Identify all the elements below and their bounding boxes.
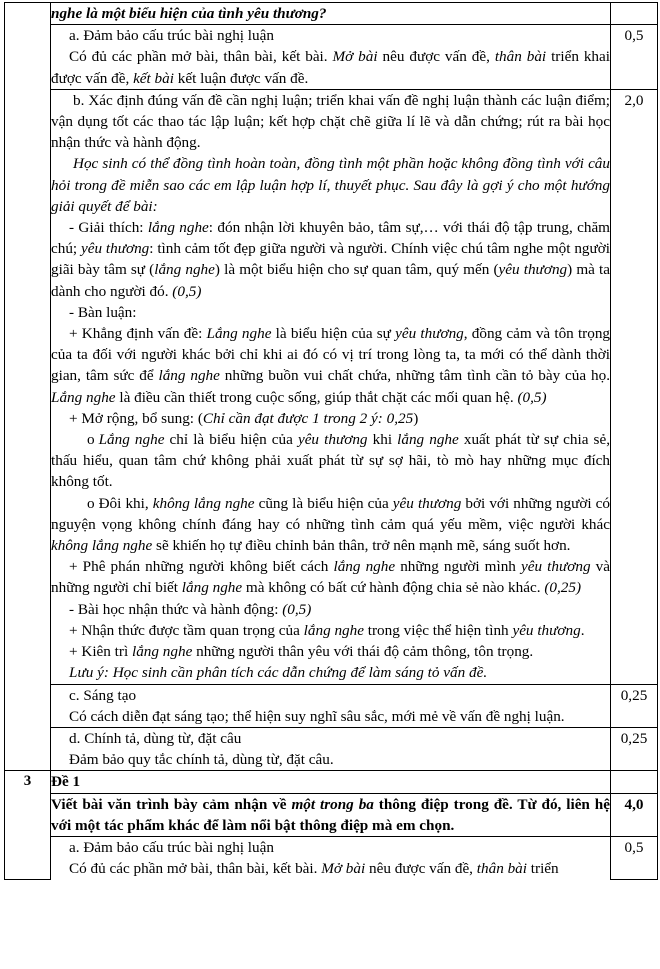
criterion-d-text: Đảm bảo quy tắc chính tả, dùng từ, đặt câu. <box>69 751 334 769</box>
criterion-d-score: 0,25 <box>611 727 658 770</box>
criterion-c-cell <box>51 684 611 727</box>
aware-paragraph: + Nhận thức được tầm quan trọng của lắng nghe trong việc thể hiện tình yêu thương. <box>69 621 585 639</box>
question-3-prompt-cell <box>51 793 611 836</box>
criterion-b-guide: Học sinh có thể đồng tình hoàn toàn, đồng tình một phần hoặc không đồng tình với câu hỏi trong đề miễn sao các em lập luận hợp lí, thuyết phục. Sau đây là gợi ý cho một hướng giải quyết để bài: <box>51 155 610 215</box>
bullet-circle-icon: o <box>87 431 95 449</box>
criterion-a-score: 0,5 <box>611 25 658 90</box>
criterion-b-cell <box>51 89 611 684</box>
critic-paragraph: + Phê phán những người không biết cách lắng nghe những người mình yêu thương và những người chỉ biết lắng nghe mà không có bất cứ hành động chia sẻ nào khác. (0,25) <box>51 558 610 597</box>
question-3-number: 3 <box>5 771 51 880</box>
criterion-c-score: 0,25 <box>611 684 658 727</box>
question-number-cell <box>5 3 51 771</box>
criterion-a2-text: Có đủ các phần mở bài, thân bài, kết bài. Mở bài nêu được vấn đề, thân bài triển <box>69 860 559 878</box>
question-3-prompt: Viết bài văn trình bày cảm nhận về một trong ba thông điệp trong đề. Từ đó, liên hệ với một tác phẩm khác để làm nổi bật thông điệp mà em chọn. <box>51 795 610 834</box>
criterion-a2-heading: a. Đảm bảo cấu trúc bài nghị luận <box>69 838 274 856</box>
extend-point-1: o Lắng nghe chỉ là biểu hiện của yêu thương khi lắng nghe xuất phát từ sự chia sẻ, thấu hiểu, quan tâm chứ không phải xuất phát từ sự sợ hãi, tò mò hay những mục đích không tốt. <box>51 431 610 491</box>
bullet-circle-icon: o <box>87 494 95 512</box>
extend-heading: + Mở rộng, bổ sung: (Chỉ cần đạt được 1 trong 2 ý: 0,25) <box>69 409 419 427</box>
criterion-d-heading: d. Chính tả, dùng từ, đặt câu <box>69 729 242 747</box>
criterion-a-cell <box>51 25 611 90</box>
table-row <box>5 727 658 770</box>
de-1-label: Đề 1 <box>51 773 81 791</box>
table-row <box>5 3 658 25</box>
criterion-a2-score: 0,5 <box>611 836 658 879</box>
table-row <box>5 25 658 90</box>
criterion-d-cell <box>51 727 611 770</box>
criterion-a-heading: a. Đảm bảo cấu trúc bài nghị luận <box>69 27 274 45</box>
scoring-table <box>4 2 658 880</box>
explain-paragraph: - Giải thích: lắng nghe: đón nhận lời khuyên bảo, tâm sự,… với thái độ tập trung, chăm chú; yêu thương: tình cảm tốt đẹp giữa người và người. Chính việc chú tâm nghe một người giãi bày tâm sự (lắng nghe) là một biểu hiện cho sự quan tâm, quý mến (yêu thương) mà ta dành cho người đó. (0,5) <box>51 219 610 300</box>
table-row <box>5 771 658 793</box>
discuss-heading: - Bàn luận: <box>69 303 137 321</box>
score-cell <box>611 3 658 25</box>
table-row <box>5 836 658 879</box>
lesson-heading: - Bài học nhận thức và hành động: (0,5) <box>69 600 312 618</box>
criterion-c-text: Có cách diễn đạt sáng tạo; thể hiện suy nghĩ sâu sắc, mới mẻ về vấn đề nghị luận. <box>69 707 565 725</box>
criterion-a2-cell <box>51 836 611 879</box>
table-row <box>5 89 658 684</box>
criterion-b-score: 2,0 <box>611 89 658 684</box>
note-paragraph: Lưu ý: Học sinh cần phân tích các dẫn chứng để làm sáng tỏ vấn đề. <box>69 664 488 682</box>
question-3-score: 4,0 <box>611 793 658 836</box>
criterion-b-intro: b. Xác định đúng vấn đề cần nghị luận; triển khai vấn đề nghị luận thành các luận điểm; vận dụng tốt các thao tác lập luận; kết hợp chặt chẽ giữa lí lẽ và dẫn chứng; rút ra bài học nhận thức và hành động. <box>51 91 610 152</box>
extend-point-2: o Đôi khi, không lắng nghe cũng là biểu hiện của yêu thương bởi với những người có nguyện vọng không chính đáng hay có những tình cảm quá yếu mềm, việc người khác không lắng nghe sẽ khiến họ tự điều chỉnh bản thân, trở nên mạnh mẽ, sáng suốt hơn. <box>51 494 610 555</box>
criterion-a-text: Có đủ các phần mở bài, thân bài, kết bài. Mở bài nêu được vấn đề, thân bài triển khai được vấn đề, kết bài kết luận được vấn đề. <box>51 48 610 87</box>
answer-key-sheet <box>4 2 657 880</box>
table-row <box>5 793 658 836</box>
score-cell <box>611 771 658 793</box>
table-row <box>5 684 658 727</box>
question-tail-cell <box>51 3 611 25</box>
de-1-cell <box>51 771 611 793</box>
patient-paragraph: + Kiên trì lắng nghe những người thân yêu với thái độ cảm thông, tôn trọng. <box>69 643 534 661</box>
question-tail: nghe là một biểu hiện của tình yêu thương? <box>51 5 327 22</box>
criterion-c-heading: c. Sáng tạo <box>69 686 137 704</box>
affirm-paragraph: + Khẳng định vấn đề: Lắng nghe là biểu hiện của sự yêu thương, đồng cảm và tôn trọng của ta đối với người khác bởi chỉ khi ai đó có vị trí trong lòng ta, ta mới có thể dành thời gian, tâm sức để lắng nghe những buồn vui chất chứa, những tâm tình cần tỏ bày của họ. Lắng nghe là điều cần thiết trong cuộc sống, giúp thắt chặt các mối quan hệ. (0,5) <box>51 325 611 406</box>
